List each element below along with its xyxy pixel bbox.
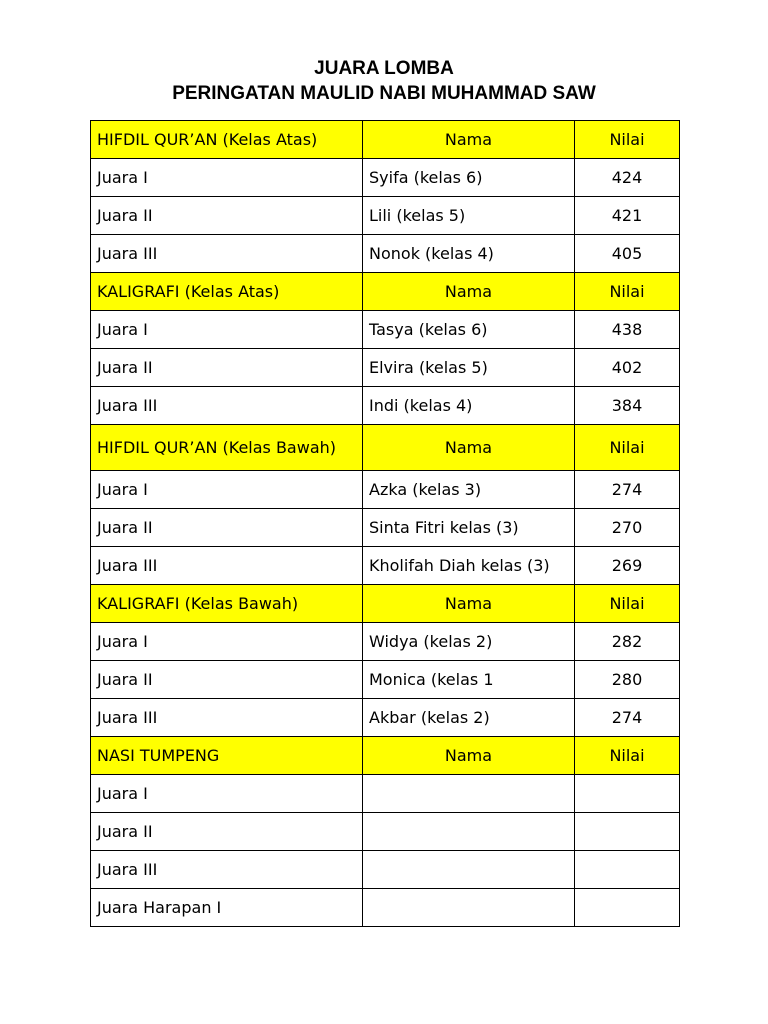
rank-cell: Juara I [91, 623, 363, 661]
score-cell: 274 [575, 699, 680, 737]
score-cell: 384 [575, 387, 680, 425]
category-name: NASI TUMPENG [91, 737, 363, 775]
score-cell [575, 889, 680, 927]
document-title [0, 56, 768, 106]
winner-row [91, 547, 680, 585]
rank-cell: Juara III [91, 547, 363, 585]
nama-header: Nama [363, 121, 575, 159]
name-cell: Tasya (kelas 6) [363, 311, 575, 349]
winners-table [90, 120, 680, 927]
rank-cell: Juara II [91, 509, 363, 547]
score-cell: 438 [575, 311, 680, 349]
rank-cell: Juara III [91, 387, 363, 425]
rank-cell: Juara I [91, 311, 363, 349]
score-cell: 282 [575, 623, 680, 661]
score-cell: 270 [575, 509, 680, 547]
name-cell [363, 813, 575, 851]
title-line-2: PERINGATAN MAULID NABI MUHAMMAD SAW [172, 83, 596, 104]
nama-header: Nama [363, 273, 575, 311]
name-cell: Lili (kelas 5) [363, 197, 575, 235]
rank-cell: Juara I [91, 775, 363, 813]
name-cell: Syifa (kelas 6) [363, 159, 575, 197]
winner-row [91, 471, 680, 509]
name-cell: Indi (kelas 4) [363, 387, 575, 425]
rank-cell: Juara II [91, 349, 363, 387]
name-cell: Akbar (kelas 2) [363, 699, 575, 737]
name-cell [363, 851, 575, 889]
nilai-header: Nilai [575, 121, 680, 159]
category-name: HIFDIL QUR’AN (Kelas Atas) [91, 121, 363, 159]
score-cell: 421 [575, 197, 680, 235]
winner-row [91, 623, 680, 661]
score-cell: 402 [575, 349, 680, 387]
score-cell: 280 [575, 661, 680, 699]
winner-row [91, 387, 680, 425]
category-header-row [91, 585, 680, 623]
name-cell: Kholifah Diah kelas (3) [363, 547, 575, 585]
score-cell [575, 851, 680, 889]
name-cell [363, 889, 575, 927]
category-header-row [91, 425, 680, 471]
category-header-row [91, 737, 680, 775]
score-cell: 405 [575, 235, 680, 273]
title-line-1: JUARA LOMBA [314, 58, 454, 79]
score-cell: 274 [575, 471, 680, 509]
nama-header: Nama [363, 585, 575, 623]
name-cell: Nonok (kelas 4) [363, 235, 575, 273]
nama-header: Nama [363, 425, 575, 471]
name-cell: Elvira (kelas 5) [363, 349, 575, 387]
rank-cell: Juara II [91, 813, 363, 851]
nama-header: Nama [363, 737, 575, 775]
rank-cell: Juara Harapan I [91, 889, 363, 927]
winners-table-body [91, 121, 680, 927]
name-cell: Widya (kelas 2) [363, 623, 575, 661]
name-cell: Sinta Fitri kelas (3) [363, 509, 575, 547]
category-header-row [91, 273, 680, 311]
nilai-header: Nilai [575, 273, 680, 311]
score-cell [575, 813, 680, 851]
winner-row [91, 509, 680, 547]
nilai-header: Nilai [575, 425, 680, 471]
winner-row [91, 235, 680, 273]
winner-row [91, 813, 680, 851]
winner-row [91, 159, 680, 197]
category-name: KALIGRAFI (Kelas Bawah) [91, 585, 363, 623]
rank-cell: Juara III [91, 699, 363, 737]
score-cell: 424 [575, 159, 680, 197]
nilai-header: Nilai [575, 737, 680, 775]
winner-row [91, 851, 680, 889]
score-cell: 269 [575, 547, 680, 585]
winner-row [91, 349, 680, 387]
rank-cell: Juara III [91, 235, 363, 273]
winner-row [91, 889, 680, 927]
category-name: KALIGRAFI (Kelas Atas) [91, 273, 363, 311]
name-cell [363, 775, 575, 813]
winner-row [91, 197, 680, 235]
winner-row [91, 775, 680, 813]
winner-row [91, 661, 680, 699]
rank-cell: Juara III [91, 851, 363, 889]
rank-cell: Juara I [91, 159, 363, 197]
score-cell [575, 775, 680, 813]
winner-row [91, 699, 680, 737]
winner-row [91, 311, 680, 349]
name-cell: Azka (kelas 3) [363, 471, 575, 509]
category-name: HIFDIL QUR’AN (Kelas Bawah) [91, 425, 363, 471]
name-cell: Monica (kelas 1 [363, 661, 575, 699]
nilai-header: Nilai [575, 585, 680, 623]
category-header-row [91, 121, 680, 159]
rank-cell: Juara I [91, 471, 363, 509]
rank-cell: Juara II [91, 197, 363, 235]
rank-cell: Juara II [91, 661, 363, 699]
